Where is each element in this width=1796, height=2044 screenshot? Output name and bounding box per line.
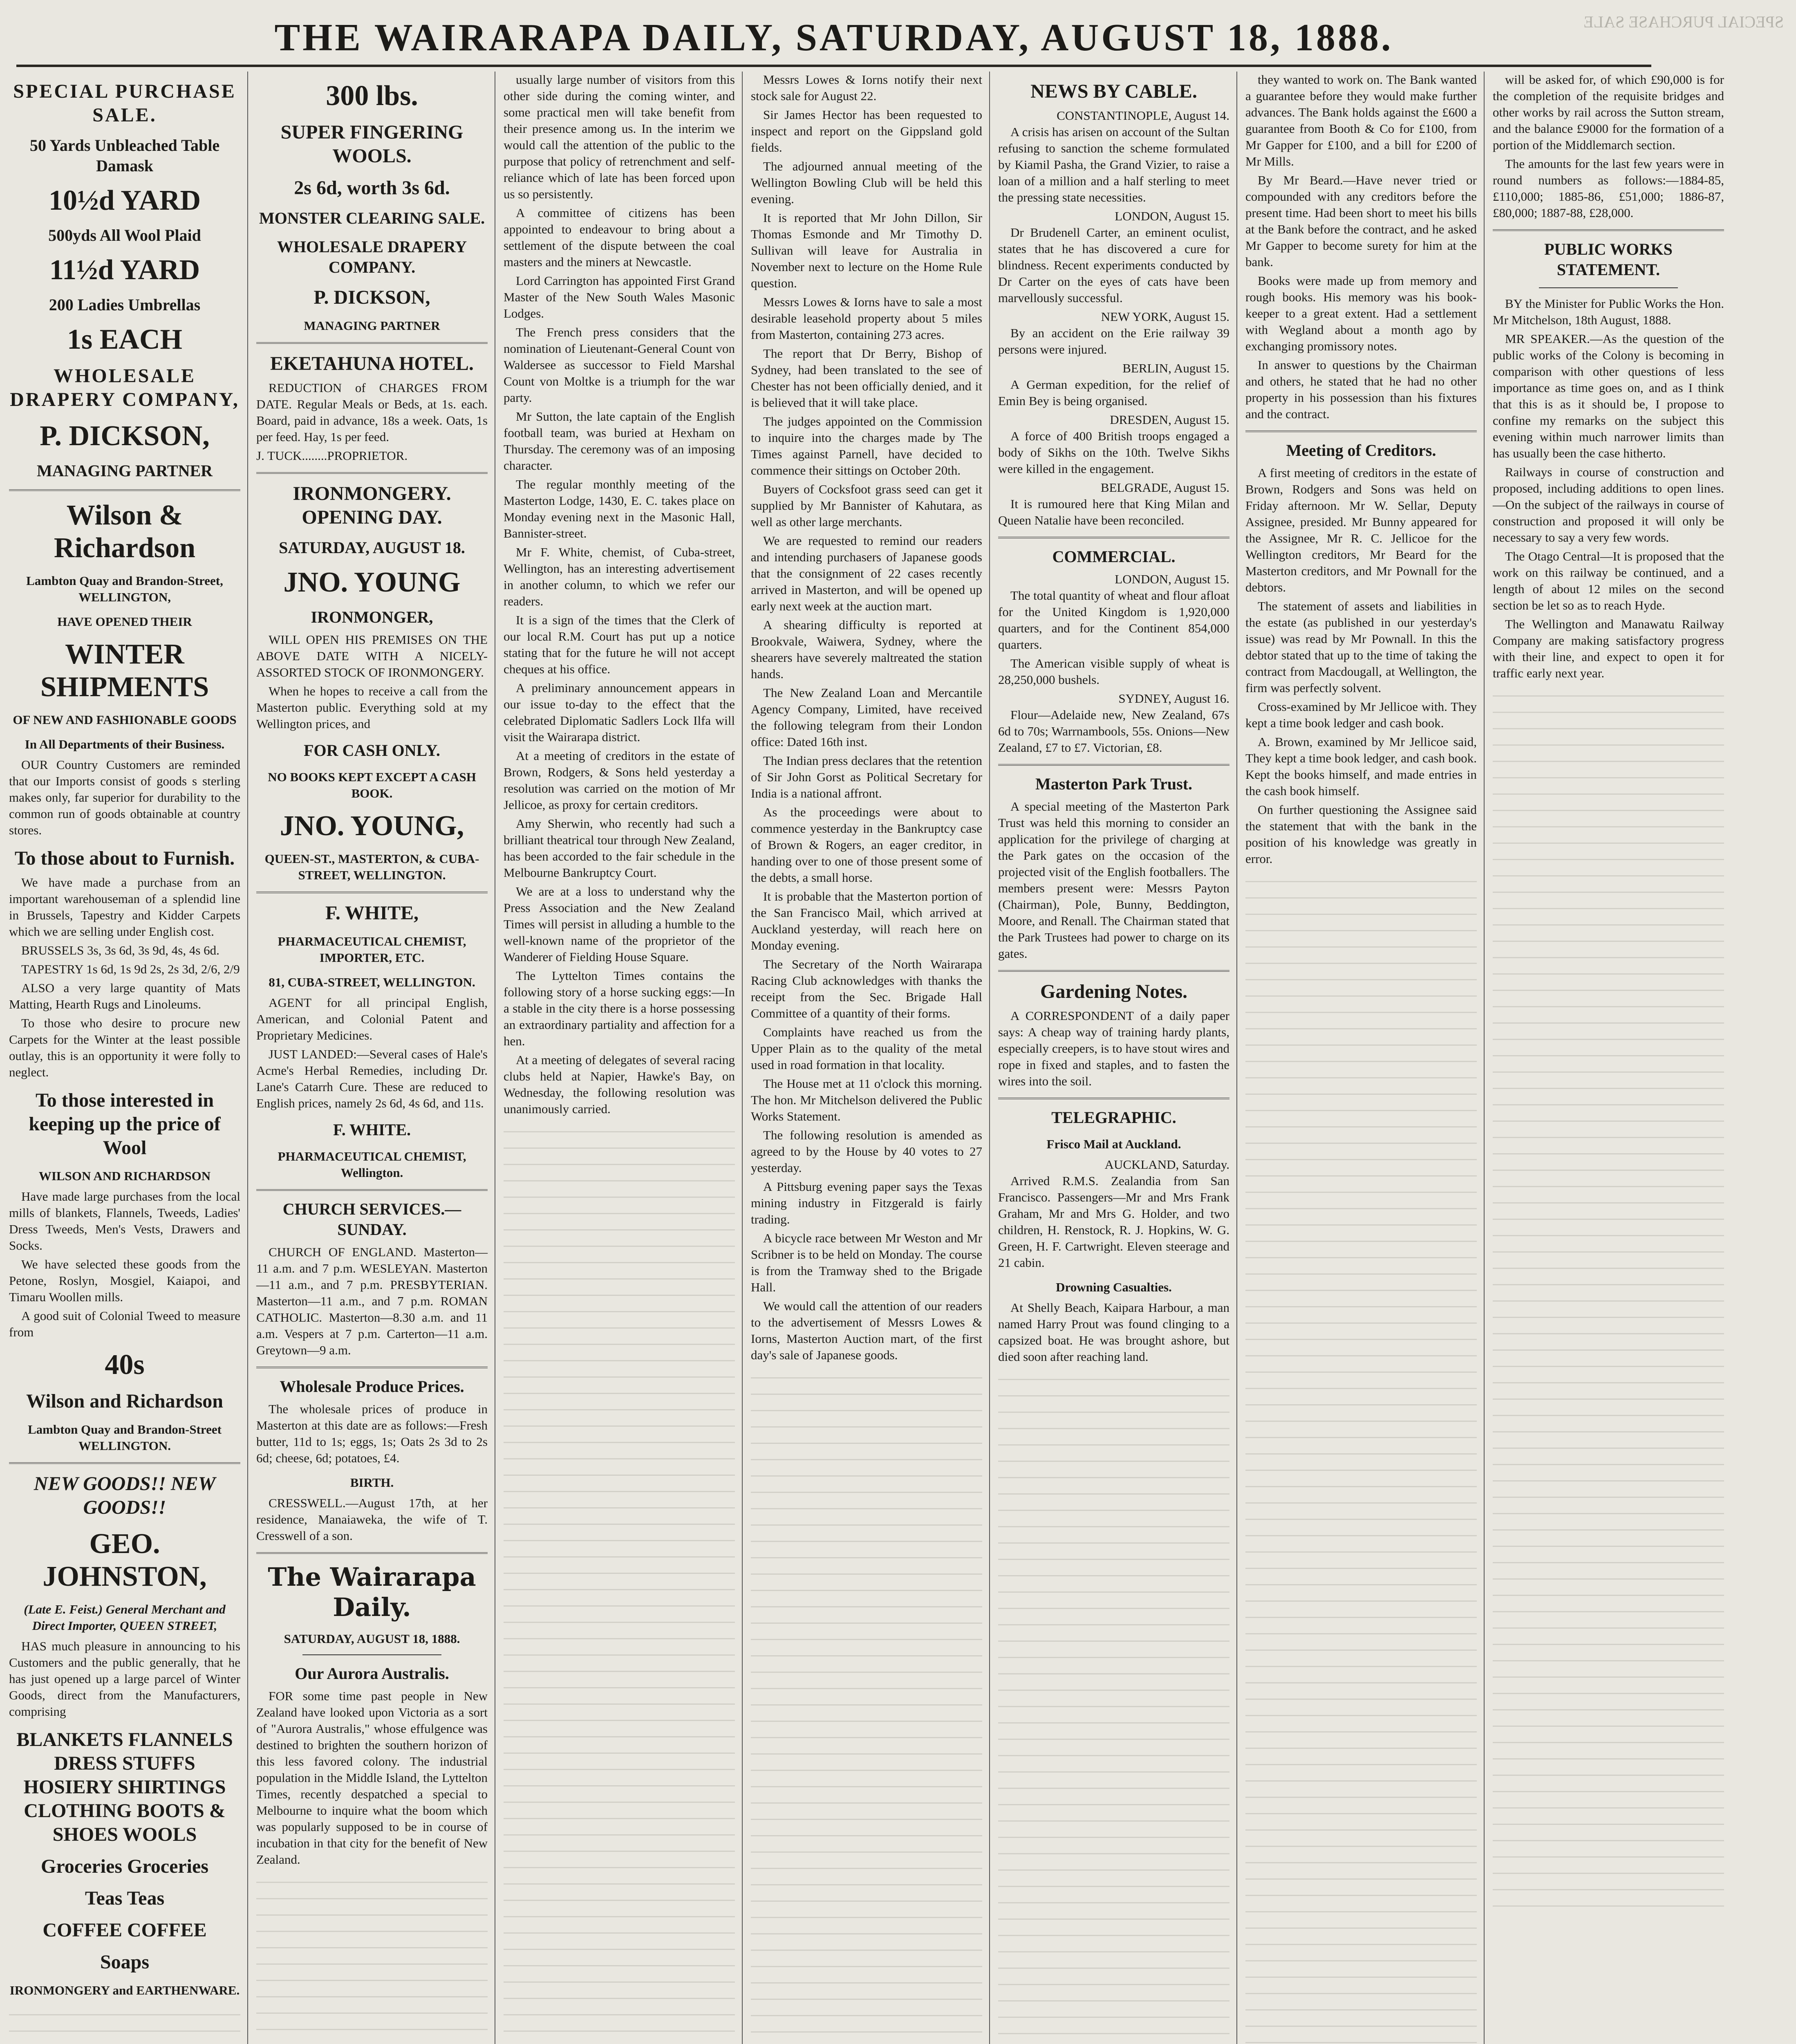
divider [256,1552,488,1554]
preliminary-text: A preliminary announcement appears in our issue to-day to the effect that the celebrated Diplomatic Sadlers Lock Ilfa will visit the Wairarapa district. [504,681,735,744]
aurora-text: FOR some time past people in New Zealand have looked upon Victoria as a sort of "Aurora Australis," whose effulgence was destined to brighten the southern horizon of this less favored colony. The industrial population in the Middle Island, the Lyttelton Times, recently despatched a special to Melbourne to inquire what the boom which was popularly supposed to be in course of incubation in that city for the benefit of New Zealand. [256,1689,488,1867]
divider [998,537,1229,538]
cable-text-4: A German expedition, for the relief of Emin Bey is being organised. [998,377,1229,408]
lord-carrington-text: Lord Carrington has appointed First Grand Master of the New South Wales Masonic Lodges. [504,273,735,320]
white-text-2: JUST LANDED:—Several cases of Hale's Acme's Herbal Remedies, including Dr. Lane's Catarrh Cure. These are reduced to English prices, namely 2s 6d, 4s 6d, and 11s. [256,1047,488,1110]
resolution-text: The following resolution is amended as agreed to by the House by 40 votes to 27 yesterday. [751,1128,982,1175]
cable-text-6: It is rumoured here that King Milan and Queen Natalie have been reconciled. [998,497,1229,527]
commercial-text-2: The American visible supply of wheat is 28,250,000 bushels. [998,656,1229,687]
manawatu-text: The Wellington and Manawatu Railway Company are making satisfactory progress with their line, and expect to open it for traffic early next year. [1493,617,1724,680]
divider [256,892,488,893]
column-rule [247,72,248,2044]
brussels-prices: BRUSSELS 3s, 3s 6d, 3s 9d, 4s, 4s 6d. [21,943,219,957]
news-by-cable-heading: NEWS BY CABLE. [1030,81,1197,102]
young-address: QUEEN-ST., MASTERTON, & CUBA-STREET, WELLINGTON. [264,852,479,882]
wool-price: 2s 6d, worth 3s 6d. [294,177,450,199]
racing-club-text: The Secretary of the North Wairarapa Racing Club acknowledges with thanks the receipt from the Sec. Brigade Hall Committee of a quantity of their forms. [751,957,982,1020]
dateline-london: LONDON, August 15. [1115,209,1229,223]
frisco-text: Arrived R.M.S. Zealandia from San Francisco. Passengers—Mr and Mrs Frank Graham, Mr and Mrs G. Holder, and two children, H. Renstock, R. J. Hopkins, W. G. Green, H. F. Cartwright. Eleven steerage and 21 cabin. [998,1174,1229,1270]
daily-date: SATURDAY, AUGUST 18, 1888. [284,1632,460,1646]
hotel-text: REDUCTION of CHARGES FROM DATE. Regular Meals or Beds, at 1s. each. Board, paid in advance, 18s a week. Oats, 1s per feed. Hay, 1s per feed. [256,381,488,444]
soaps-heading: Soaps [100,1951,150,1973]
col7-text-top: will be asked for, of which £90,000 is for the completion of the requisite bridges and other works by rail across the Sutton stream, and the balance £9000 for the formation of a portion of the Middlemarch section. [1493,72,1724,152]
lodge-meeting-text: The regular monthly meeting of the Masterton Lodge, 1430, E. C. takes place on Monday evening next in the Masonic Hall, Bannister-street. [504,477,735,540]
white-sub: PHARMACEUTICAL CHEMIST, IMPORTER, ETC. [278,934,466,965]
column-text-filler [998,1367,1229,2044]
bicycle-text: A bicycle race between Mr Weston and Mr Scribner is to be held on Monday. The course is from the Tramway shed to the Brigade Hall. [751,1231,982,1294]
dateline-berlin: BERLIN, August 15. [1122,361,1229,375]
rugs-text: ALSO a very large quantity of Mats Matting, Hearth Rugs and Linoleums. [9,981,240,1011]
park-trust-text: A special meeting of the Masterton Park Trust was held this morning to consider an application for the privilege of charging at the Park gates on the occasion of the projected visit of the English footballers. The members present were: Messrs Payton (Chairman), Pole, Bunny, Beddington, Moore, and Renall. The Chairman stated that the Park Trustees had power to charge on its gates. [998,799,1229,961]
furnish-text: We have made a purchase from an important warehouseman of a splendid line in Brussels, Tapestry and Kidder Carpets which we are selling under English cost. [9,875,240,939]
aurora-heading: Our Aurora Australis. [295,1664,449,1683]
dateline-constantinople: CONSTANTINOPLE, August 14. [1057,108,1229,123]
ad-damask: 50 Yards Unbleached Table Damask [29,136,220,175]
birth-heading: BIRTH. [350,1475,394,1490]
commercial-text-3: Flour—Adelaide new, New Zealand, 67s 6d to 70s; Warrnambools, 55s. Onions—New Zealand, £7 to £7. Victorian, £8. [998,708,1229,755]
birth-text: CRESSWELL.—August 17th, at her residence, Manaiaweka, the wife of T. Cresswell of a son. [256,1496,488,1543]
column-4 [746,72,987,2044]
f-white: F. WHITE, [325,902,419,924]
saturday-date: SATURDAY, AUGUST 18. [279,538,465,557]
hotel-proprietor: J. TUCK........PROPRIETOR. [256,448,408,463]
young-text: WILL OPEN HIS PREMISES ON THE ABOVE DATE WITH A NICELY-ASSORTED STOCK OF IRONMONGERY. [256,632,488,679]
goods-list: BLANKETS FLANNELS DRESS STUFFS HOSIERY SHIRTINGS CLOTHING BOOTS & SHOES WOOLS [16,1729,233,1845]
wilson-address-2: Lambton Quay and Brandon-Street WELLINGTON. [28,1422,222,1453]
cable-text-3: By an accident on the Erie railway 39 persons were injured. [998,326,1229,356]
column-7 [1488,72,1729,2044]
dickson-2: P. DICKSON, [314,287,430,308]
divider [9,1462,240,1464]
column-1-advertisements [4,72,245,2044]
japanese-goods-text: We are requested to remind our readers and intending purchasers of Japanese goods that the consignment of 22 cases recently arrived in Masterton, and will be opened up early next week at the auction mart. [751,533,982,613]
column-text-filler [751,1366,982,2044]
drowning-heading: Drowning Casualties. [1056,1280,1172,1294]
dateline-london-2: LONDON, August 15. [1115,572,1229,586]
column-rule [742,72,743,2044]
mr-beard-text: By Mr Beard.—Have never tried or compounded with any creditors before the present time. Had been short to meet his bills at the Bank before the contract, and he asked Mr Gapper to become surety for him at the bank. [1245,173,1477,269]
complaints-text: Complaints have reached us from the Upper Plain as to the quality of the metal used in road formation in that locality. [751,1025,982,1072]
column-rule [989,72,990,2044]
auction-text: We would call the attention of our readers to the advertisement of Messrs Lowes & Iorns, Masterton Auction mart, of the first day's sale of Japanese goods. [751,1299,982,1362]
ad-price-3: 1s EACH [67,324,182,355]
divider [1539,287,1678,288]
bank-guarantee-text: they wanted to work on. The Bank wanted a guarantee before they would make further advances. The Bank holds against the £600 a guarantee from Booth & Co for £100, from Mr Gapper for £100, and a bill for £200 of Mr Mills. [1245,72,1477,168]
gardening-heading: Gardening Notes. [1040,981,1187,1002]
produce-prices: Wholesale Produce Prices. [280,1377,464,1396]
wairarapa-daily-title: The Wairarapa Daily. [268,1562,476,1622]
amounts-text: The amounts for the last few years were in round numbers as follows:—1884-85, £110,000; 1885-86, £51,000; 1886-87, £80,000; 1887-88, £28,000. [1493,157,1724,220]
speaker-text: MR SPEAKER.—As the question of the public works of the Colony is becoming in comparison with other questions of less importance as time goes on, and as I think that this is as it should be, I propose to confine my remarks on the subject this evening within much narrower limits than has usually been the case hitherto. [1493,332,1724,460]
jno-young: JNO. YOUNG [283,567,461,598]
column-3 [499,72,740,2044]
questions-text: In answer to questions by the Chairman and others, he stated that he had no other property in his possession than his fixtures and the contract. [1245,358,1477,421]
new-goods-line: OF NEW AND FASHIONABLE GOODS [13,713,237,727]
committee-text: A committee of citizens has been appointed to endeavour to bring about a settlement of the dispute between the coal masters and the miners at Newcastle. [504,206,735,269]
furnish-heading: To those about to Furnish. [14,847,235,869]
price-40s: 40s [105,1349,145,1381]
gardening-text: A CORRESPONDENT of a daily paper says: A cheap way of training hardy plants, especially creepers, is to have stout wires and rope in fixed and staples, and to fasten the wires into the soil. [998,1009,1229,1088]
column-text-filler [504,1120,735,2044]
cross-examined-text: Cross-examined by Mr Jellicoe with. They kept a time book ledger and cash book. [1245,699,1477,730]
understand-text: We are at a loss to understand why the Press Association and the New Zealand Times will persist in alluding a humble to the well-known name of the proprietor of the Wanderer of Fielding House Square. [504,884,735,964]
cable-text-1: A crisis has arisen on account of the Sultan refusing to sanction the scheme formulated by Kiamil Pasha, the Grand Vizier, to raise a loan of a million and a half sterling to meet the pressing state necessities. [998,125,1229,204]
ironmongery-opening: IRONMONGERY. OPENING DAY. [293,483,451,528]
wool-text-2: We have selected these goods from the Petone, Roslyn, Mosgiel, Kaiapoi, and Timaru Woollen mills. [9,1257,240,1304]
new-goods-heading: NEW GOODS!! NEW GOODS!! [34,1473,216,1518]
divider [256,472,488,474]
judges-text: The judges appointed on the Commission to inquire into the charges made by The Times against Parnell, have decided to commence their sittings on October 20th. [751,414,982,477]
column-rule [1484,72,1485,2044]
white-address: 81, CUBA-STREET, WELLINGTON. [269,975,475,989]
johnston-text: HAS much pleasure in announcing to his Customers and the public generally, that he has just opened up a large parcel of Winter Goods, direct from the Manufacturers, comprising [9,1639,240,1719]
ad-price-2: 11½d YARD [49,254,200,286]
col3-text-top: usually large number of visitors from this other side during the coming winter, and some practical men will take benefit from their presence among us. In the interim we would call the attention of the public to the purpose that policy of retrenchment and self-reliance which of late has been forced upon us so persistently. [504,72,735,201]
masthead-title: THE WAIRARAPA DAILY, SATURDAY, AUGUST 18, 1888. [16,16,1651,67]
groceries-heading: Groceries Groceries [40,1856,208,1877]
departments-line: In All Departments of their Business. [25,737,225,751]
johnston-heading: GEO. JOHNSTON, [43,1528,207,1592]
produce-text: The wholesale prices of produce in Masterton at this date are as follows:—Fresh butter, 11d to 1s; eggs, 1s; Oats 2s 3d to 2s 6d; cheese, 6d; potatoes, £4. [256,1402,488,1465]
dateline-dresden: DRESDEN, August 15. [1110,412,1229,427]
carpets-text: To those who desire to procure new Carpets for the Winter at the least possible outlay, this is an opportunity it were folly to neglect. [9,1016,240,1079]
cocksfoot-text: Buyers of Cocksfoot grass seed can get it supplied by Mr Bannister of Kahutara, as well as other large merchants. [751,482,982,529]
otago-text: The Otago Central—It is proposed that the work on this railway be continued, and a length of about 12 miles on the second section be let so as to reach Hyde. [1493,549,1724,612]
railways-text: Railways in course of construction and proposed, including additions to open lines.—On the subject of the railways in course of construction and proposed it will only be necessary to say a very few words. [1493,465,1724,545]
for-cash-only: FOR CASH ONLY. [304,741,440,760]
dateline-belgrade: BELGRADE, August 15. [1100,480,1229,495]
wool-text: Have made large purchases from the local mills of blankets, Flannels, Tweeds, Ladies' Dress Tweeds, Men's Vests, Drawers and Socks. [9,1189,240,1253]
pittsburg-text: A Pittsburg evening paper says the Texas mining industry in Fitzgerald is fairly trading. [751,1179,982,1226]
column-text-filler [1493,684,1724,1910]
country-customers-text: OUR Country Customers are reminded that our Imports consist of goods s sterling makes only, far superior for durability to the common run of goods obtainable at country stores. [9,758,240,837]
colonial-tweed-text: A good suit of Colonial Tweed to measure from [9,1309,240,1339]
dateline-auckland: AUCKLAND, Saturday. [1104,1157,1229,1172]
park-trust-heading: Masterton Park Trust. [1035,775,1193,793]
column-5 [993,72,1234,2044]
managing-partner: MANAGING PARTNER [36,462,213,480]
frisco-heading: Frisco Mail at Auckland. [1046,1137,1181,1151]
column-text-filler [1245,870,1477,2044]
young-text-2: When he hopes to receive a call from the Masterton public. Everything sold at my Wellington prices, and [256,684,488,731]
column-text-filler [256,1870,488,2044]
super-fingering: SUPER FINGERING WOOLS. [280,121,464,167]
divider [1493,229,1724,231]
winter-shipments: WINTER SHIPMENTS [40,639,209,703]
racing-meeting-text: At a meeting of delegates of several racing clubs held at Napier, Hawke's Bay, on Wednesday, the following resolution was unanimously carried. [504,1053,735,1116]
ironmongery-line: IRONMONGERY and EARTHENWARE. [9,1983,240,1997]
leasehold-text: Messrs Lowes & Iorns have to sale a most desirable leasehold property about 5 miles from Masterton, containing 273 acres. [751,295,982,342]
jno-young-2: JNO. YOUNG, [280,810,464,842]
bowling-club-text: The adjourned annual meeting of the Wellington Bowling Club will be held this evening. [751,159,982,206]
tapestry-prices: TAPESTRY 1s 6d, 1s 9d 2s, 2s 3d, 2/6, 2/9 [21,962,240,976]
mail-text: It is probable that the Masterton portion of the San Francisco Mail, which arrived at Auckland yesterday, will reach here on Monday evening. [751,889,982,953]
cable-text-2: Dr Brudenell Carter, an eminent oculist, states that he has discovered a cure for blindness. Recent experiments conducted by Dr Carter on the eyes of cats have been marvellously successful. [998,225,1229,305]
bleed-through-text: SPECIAL PURCHASE SALE [1583,13,1784,31]
ad-purchase-sale: SPECIAL PURCHASE SALE. [13,81,236,126]
ad-price-1: 10½d YARD [48,185,201,216]
column-2 [251,72,493,2044]
wholesale-drapery: WHOLESALE DRAPERY COMPANY, [10,365,240,410]
column-text-filler [9,2003,240,2044]
column-6 [1241,72,1482,2044]
wool-price-sub: WILSON AND RICHARDSON [38,1169,211,1183]
french-press-text: The French press considers that the nomination of Lieutenant-General Count von Waldersee as successor to Field Marshal Count von Moltke is a triumph for the war party. [504,325,735,405]
brown-examined-text: A. Brown, examined by Mr Jellicoe said, They kept a time book ledger, and cash book. Kept the books himself, and made entries in the cash book himself. [1245,735,1477,798]
commercial-text-1: The total quantity of wheat and flour afloat for the United Kingdom is 1,920,000 quarters, and for the Continent 854,000 quarters. [998,588,1229,652]
creditors-text: At a meeting of creditors in the estate of Brown, Rodgers, & Sons held yesterday a resolution was carried on the motion of Mr Jellicoe, as proxy for certain creditors. [504,749,735,812]
wilson-address: Lambton Quay and Brandon-Street, WELLINGTON, [26,574,223,604]
wilson-richardson-heading: Wilson & Richardson [54,500,196,564]
wool-price-heading: To those interested in keeping up the price of Wool [29,1089,221,1159]
dickson-name: P. DICKSON, [40,420,210,452]
divider [256,1189,488,1191]
creditors-meeting-text: A first meeting of creditors in the estate of Brown, Rodgers and Sons was held on Friday afternoon. Mr W. Sellar, Deputy Assignee, presided. Mr Bunny appeared for the Assignee, Mr R. C. Jellicoe for the Wellington creditors, Mr Beard for the Masterton creditors, and Mr Pownall for the debtors. [1245,466,1477,594]
divider [998,764,1229,766]
wool-weight: 300 lbs. [326,80,418,112]
dateline-new-york: NEW YORK, August 15. [1101,309,1229,324]
have-opened: HAVE OPENED THEIR [57,614,192,629]
ad-umbrellas: 200 Ladies Umbrellas [49,296,201,314]
white-case-text: Mr F. White, chemist, of Cuba-street, Wellington, has an interesting advertisement in another column, to which we refer our readers. [504,545,735,608]
lowes-iorns-text: Messrs Lowes & Iorns notify their next stock sale for August 22. [751,72,982,103]
statement-text: The statement of assets and liabilities in the estate (as published in our yesterday's issue) was read by Mr Pownall. In this the debtor stated that up to the time of taking the contract from Macdougall, at Wellington, the firm was perfectly solvent. [1245,599,1477,695]
monster-sale: MONSTER CLEARING SALE. [259,209,485,227]
divider [9,489,240,491]
lyttelton-text: The Lyttelton Times contains the following story of a horse sucking eggs:—In a stable in the city there is a horse possessing an extraordinary partiality and affection for a hen. [504,968,735,1048]
divider [256,1367,488,1368]
public-works-intro: BY the Minister for Public Works the Hon. Mr Mitchelson, 18th August, 1888. [1493,296,1724,327]
cable-text-5: A force of 400 British troops engaged a body of Sikhs on the 10th. Twelve Sikhs were killed in the engagement. [998,429,1229,476]
ironmonger: IRONMONGER, [311,608,433,626]
column-rule [1236,72,1237,2044]
managing-partner-2: MANAGING PARTNER [304,318,440,333]
assignee-text: On further questioning the Assignee said the statement that with the bank in the position of his knowledge was greatly in error. [1245,802,1477,866]
house-met-text: The House met at 11 o'clock this morning. The hon. Mr Mitchelson delivered the Public Works Statement. [751,1076,982,1123]
church-services: CHURCH SERVICES.—SUNDAY. [282,1200,461,1239]
books-text: Books were made up from memory and rough books. His memory was his book-keeper to a great extent. Had a settlement with Wegland about a month ago by exchanging promissory notes. [1245,273,1477,353]
loan-agency-text: The New Zealand Loan and Mercantile Agency Company, Limited, have received the following telegram from their London office: Dated 16th inst. [751,686,982,749]
white-signature-2: PHARMACEUTICAL CHEMIST, Wellington. [278,1149,466,1180]
telegraphic-heading: TELEGRAPHIC. [1051,1108,1176,1127]
dr-berry-text: The report that Dr Berry, Bishop of Sydney, had been translated to the see of Chester has not been officially denied, and it is believed that it will take place. [751,346,982,410]
cheques-text: It is a sign of the times that the Clerk of our local R.M. Court has put up a notice stating that for the future he will not accept cheques at his office. [504,613,735,676]
divider [302,1654,441,1655]
bankruptcy-text: As the proceedings were about to commence yesterday in the Bankruptcy case of Brown & Rogers, an eager creditor, in handing over to one of those present some of the debts, a small horse. [751,805,982,885]
eketahuna-hotel: EKETAHUNA HOTEL. [270,353,474,374]
divider [256,342,488,344]
indian-press-text: The Indian press declares that the retention of Sir John Gorst as Political Secretary for India is a national affront. [751,753,982,800]
public-works-heading: PUBLIC WORKS STATEMENT. [1544,240,1673,279]
sutton-text: Mr Sutton, the late captain of the English football team, was buried at Hexham on Thursday. The ceremony was of an imposing character. [504,409,735,473]
johnston-sub: (Late E. Feist.) General Merchant and Direct Importer, QUEEN STREET, [24,1602,226,1633]
divider [1245,430,1477,432]
divider [998,970,1229,972]
home-rule-text: It is reported that Mr John Dillon, Sir Thomas Esmonde and Mr Timothy D. Sullivan will leave for Australia in November next to lecture on the Home Rule question. [751,211,982,290]
commercial-heading: COMMERCIAL. [1052,547,1176,566]
white-signature: F. WHITE. [333,1121,411,1139]
wilson-richardson-2: Wilson and Richardson [26,1390,223,1412]
wholesale-drapery-2: WHOLESALE DRAPERY COMPANY. [277,238,467,276]
james-hector-text: Sir James Hector has been requested to inspect and report on the Gippsland gold fields. [751,108,982,155]
white-text: AGENT for all principal English, American, and Colonial Patent and Proprietary Medicines. [256,995,488,1042]
drowning-text: At Shelly Beach, Kaipara Harbour, a man named Harry Prout was found clinging to a capsized boat. He was brought ashore, but died soon after reaching land. [998,1300,1229,1364]
divider [998,1098,1229,1099]
no-books: NO BOOKS KEPT EXCEPT A CASH BOOK. [268,770,476,800]
dateline-sydney: SYDNEY, August 16. [1118,691,1229,706]
coffee-heading: COFFEE COFFEE [43,1919,207,1941]
church-text: CHURCH OF ENGLAND. Masterton—11 a.m. and 7 p.m. WESLEYAN. Masterton—11 a.m., and 7 p.m. PRESBYTERIAN. Masterton—11 a.m., and 7 p.m. ROMAN CATHOLIC. Masterton—8.30 a.m. and 11 a.m. Vespers at 7 p.m. Carterton—11 a.m. Greytown—9 a.m. [256,1245,488,1357]
sherwin-text: Amy Sherwin, who recently had such a brilliant theatrical tour through New Zealand, has been accorded to the fair schedule in the Melbourne Bankruptcy Court. [504,816,735,880]
ad-wool-plaid: 500yds All Wool Plaid [48,226,201,244]
creditors-heading: Meeting of Creditors. [1286,441,1436,459]
teas-heading: Teas Teas [85,1887,165,1909]
shearing-text: A shearing difficulty is reported at Brookvale, Waiwera, Sydney, where the shearers have severely maltreated the station hands. [751,618,982,681]
